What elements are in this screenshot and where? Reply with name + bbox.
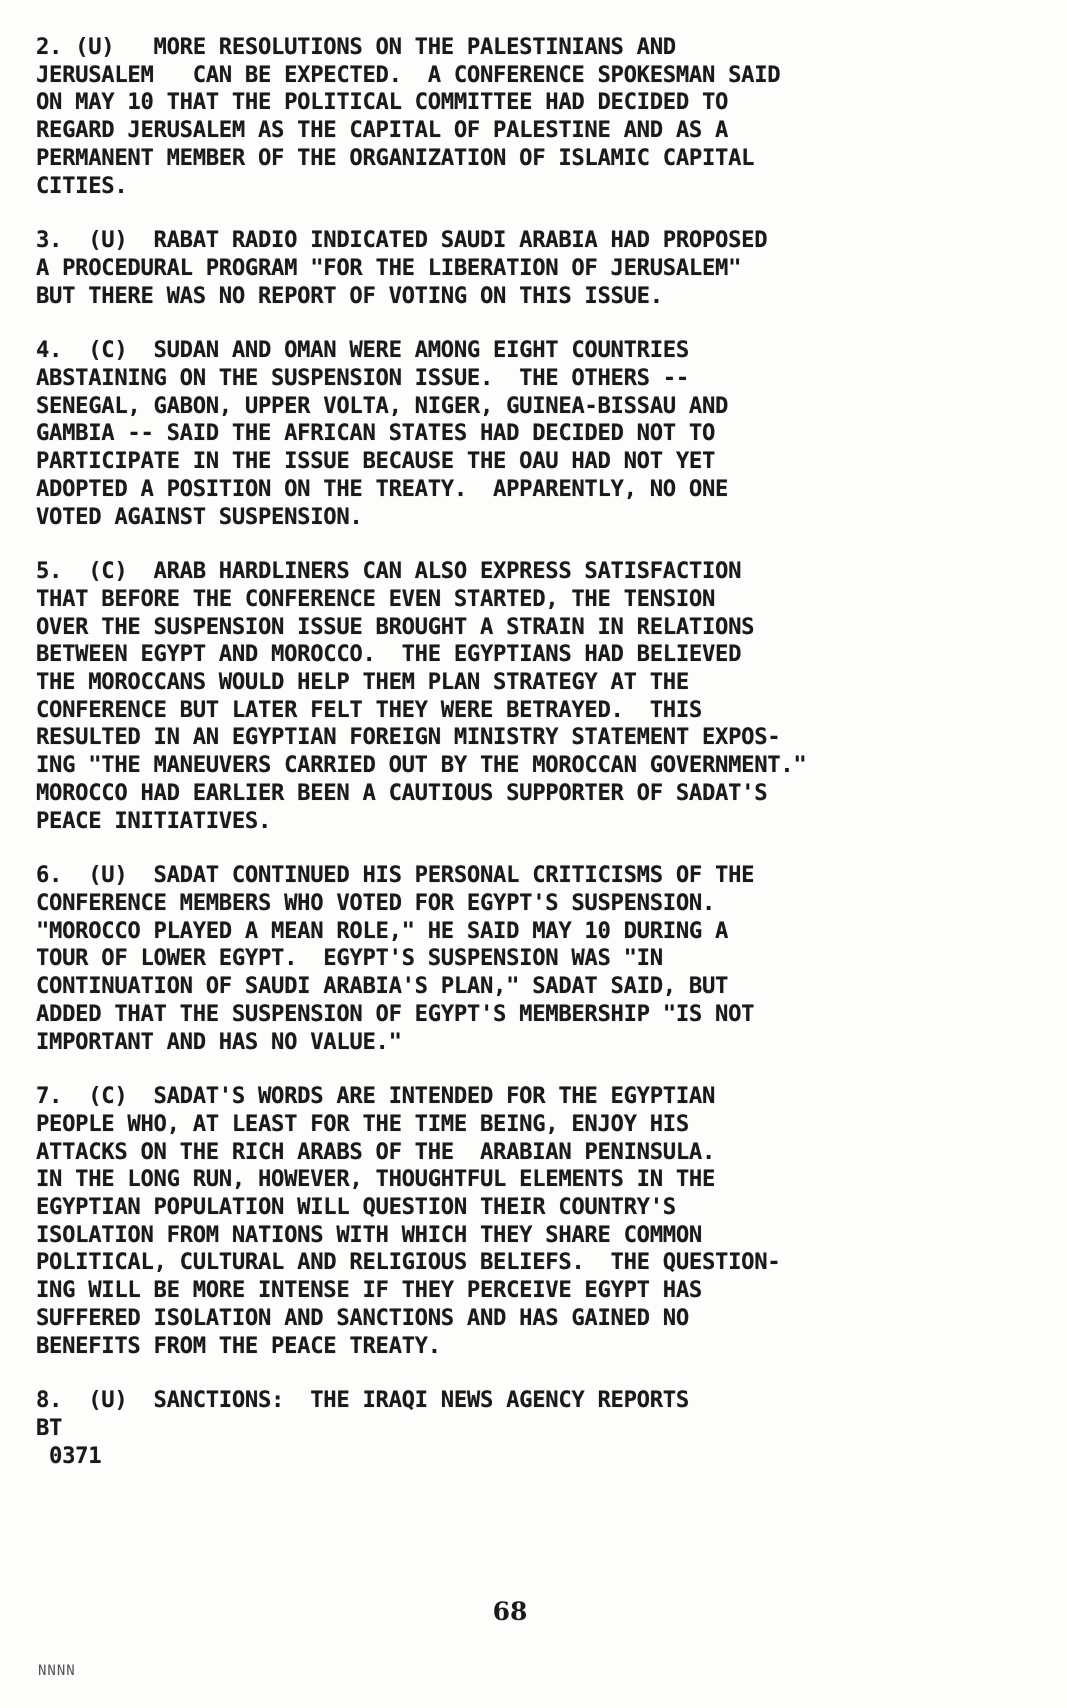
paragraph-2: [36, 34, 1036, 200]
text-line: 3. (U) RABAT RADIO INDICATED SAUDI ARABIA HAD PROPOSED: [36, 227, 768, 254]
text-line: RESULTED IN AN EGYPTIAN FOREIGN MINISTRY STATEMENT EXPOS-: [36, 724, 781, 751]
text-line: CONFERENCE BUT LATER FELT THEY WERE BETRAYED. THIS: [36, 696, 702, 723]
text-line: SENEGAL, GABON, UPPER VOLTA, NIGER, GUINEA-BISSAU AND: [36, 392, 729, 419]
text-line: ADOPTED A POSITION ON THE TREATY. APPARENTLY, NO ONE: [36, 475, 729, 502]
paragraph-6: [36, 862, 1036, 1056]
text-line: TOUR OF LOWER EGYPT. EGYPT'S SUSPENSION WAS "IN: [36, 945, 663, 972]
text-line: BT: [36, 1414, 63, 1441]
text-line: BUT THERE WAS NO REPORT OF VOTING ON THIS ISSUE.: [36, 282, 663, 309]
paragraph-7: [36, 1083, 1036, 1360]
text-line: CONTINUATION OF SAUDI ARABIA'S PLAN," SADAT SAID, BUT: [36, 973, 729, 1000]
text-line: 2. (U) MORE RESOLUTIONS ON THE PALESTINIANS AND: [36, 34, 676, 60]
paragraph-8-tail: [36, 1387, 1036, 1470]
text-line: ADDED THAT THE SUSPENSION OF EGYPT'S MEMBERSHIP "IS NOT: [36, 1000, 755, 1027]
text-line: POLITICAL, CULTURAL AND RELIGIOUS BELIEFS. THE QUESTION-: [36, 1249, 781, 1276]
text-line: PEOPLE WHO, AT LEAST FOR THE TIME BEING, ENJOY HIS: [36, 1110, 689, 1137]
text-line: CITIES.: [36, 172, 128, 199]
text-line: THAT BEFORE THE CONFERENCE EVEN STARTED, THE TENSION: [36, 585, 716, 612]
cable-body: [36, 34, 1036, 1497]
paragraph-5: [36, 558, 1036, 835]
text-line: MOROCCO HAD EARLIER BEEN A CAUTIOUS SUPPORTER OF SADAT'S: [36, 779, 768, 806]
text-line: OVER THE SUSPENSION ISSUE BROUGHT A STRAIN IN RELATIONS: [36, 613, 755, 640]
text-line: 5. (C) ARAB HARDLINERS CAN ALSO EXPRESS SATISFACTION: [36, 558, 742, 585]
page-number: 68: [492, 1597, 528, 1626]
text-line: SUFFERED ISOLATION AND SANCTIONS AND HAS GAINED NO: [36, 1304, 689, 1331]
text-line: BENEFITS FROM THE PEACE TREATY.: [36, 1332, 441, 1359]
text-line: GAMBIA -- SAID THE AFRICAN STATES HAD DECIDED NOT TO: [36, 420, 716, 447]
text-line: 4. (C) SUDAN AND OMAN WERE AMONG EIGHT COUNTRIES: [36, 337, 689, 364]
text-line: JERUSALEM CAN BE EXPECTED. A CONFERENCE SPOKESMAN SAID: [36, 61, 781, 88]
text-line: ING "THE MANEUVERS CARRIED OUT BY THE MOROCCAN GOVERNMENT.": [36, 752, 807, 779]
text-line: 6. (U) SADAT CONTINUED HIS PERSONAL CRITICISMS OF THE: [36, 862, 755, 889]
text-line: PEACE INITIATIVES.: [36, 807, 272, 834]
text-line: ATTACKS ON THE RICH ARABS OF THE ARABIAN PENINSULA.: [36, 1138, 716, 1165]
text-line: 8. (U) SANCTIONS: THE IRAQI NEWS AGENCY REPORTS: [36, 1387, 689, 1414]
text-line: THE MOROCCANS WOULD HELP THEM PLAN STRATEGY AT THE: [36, 669, 689, 696]
footer-mark: NNNN: [38, 1663, 76, 1679]
text-line: ABSTAINING ON THE SUSPENSION ISSUE. THE OTHERS --: [36, 365, 689, 392]
text-line: "MOROCCO PLAYED A MEAN ROLE," HE SAID MAY 10 DURING A: [36, 917, 729, 944]
text-line: ISOLATION FROM NATIONS WITH WHICH THEY SHARE COMMON: [36, 1221, 702, 1248]
text-line: EGYPTIAN POPULATION WILL QUESTION THEIR COUNTRY'S: [36, 1194, 676, 1221]
text-line: BETWEEN EGYPT AND MOROCCO. THE EGYPTIANS HAD BELIEVED: [36, 641, 742, 668]
text-line: 7. (C) SADAT'S WORDS ARE INTENDED FOR THE EGYPTIAN: [36, 1083, 716, 1110]
text-line: PARTICIPATE IN THE ISSUE BECAUSE THE OAU HAD NOT YET: [36, 448, 716, 475]
text-line: A PROCEDURAL PROGRAM "FOR THE LIBERATION OF JERUSALEM": [36, 254, 742, 281]
text-line: ING WILL BE MORE INTENSE IF THEY PERCEIVE EGYPT HAS: [36, 1277, 702, 1304]
text-line: PERMANENT MEMBER OF THE ORGANIZATION OF ISLAMIC CAPITAL: [36, 144, 755, 171]
text-line: 0371: [36, 1442, 102, 1469]
text-line: ON MAY 10 THAT THE POLITICAL COMMITTEE HAD DECIDED TO: [36, 89, 729, 116]
text-line: IN THE LONG RUN, HOWEVER, THOUGHTFUL ELEMENTS IN THE: [36, 1166, 716, 1193]
text-line: CONFERENCE MEMBERS WHO VOTED FOR EGYPT'S SUSPENSION.: [36, 889, 716, 916]
text-line: REGARD JERUSALEM AS THE CAPITAL OF PALESTINE AND AS A: [36, 117, 729, 144]
text-line: VOTED AGAINST SUSPENSION.: [36, 503, 363, 530]
paragraph-3: [36, 227, 1036, 310]
paragraph-4: [36, 337, 1036, 531]
text-line: IMPORTANT AND HAS NO VALUE.": [36, 1028, 402, 1055]
